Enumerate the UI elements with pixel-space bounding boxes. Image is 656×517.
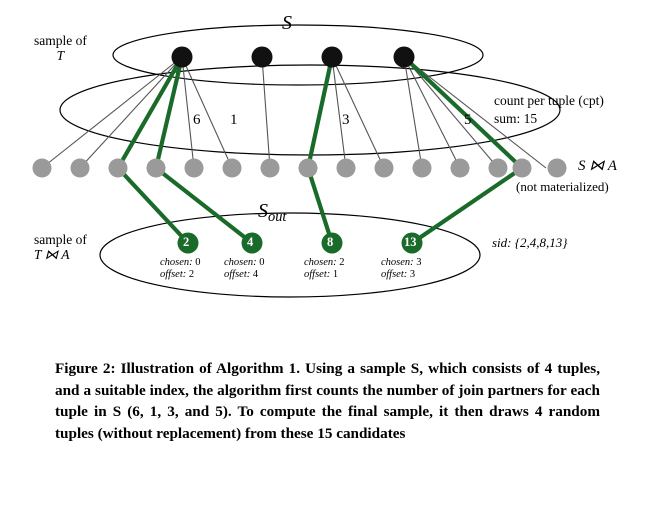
sample-node-3 [322,47,343,68]
result-node-annotation-1: chosen: 0 offset: 2 [160,257,201,280]
sample-node-4 [394,47,415,68]
sample-node-1 [172,47,193,68]
sample-of-ta-line1: sample of [34,232,87,247]
sample-of-ta-line2: T ⋈ A [34,247,70,263]
ellipse-sample-sout [100,213,480,297]
label-join-relation: S ⋈ A [578,158,617,174]
result-node-id-1: 2 [183,235,190,249]
sample-nodes [172,47,415,68]
caption-prefix: Figure 2: [55,360,116,377]
result-node-id-3: 8 [327,235,334,249]
label-sid: sid: {2,4,8,13} [492,235,568,250]
result-node-annotation-4: chosen: 3 offset: 3 [381,257,422,280]
count-label-2: 1 [230,112,238,128]
tuple-nodes-row [33,159,567,178]
count-label-3: 3 [342,112,350,128]
label-count-per-tuple: count per tuple (cpt) [494,93,604,108]
result-nodes [178,233,423,254]
count-label-4: 5 [464,112,472,128]
count-label-1: 6 [193,112,201,128]
figure-caption [55,358,600,444]
result-node-id-2: 4 [247,235,254,249]
result-node-annotation-2: chosen: 0 offset: 4 [224,257,265,280]
label-sample-of-t-join-a [34,232,87,262]
label-sum: sum: 15 [494,111,538,126]
label-title-sout: $S_{out}$ [258,200,287,226]
sample-of-t-line2: T [56,48,65,64]
result-node-id-4: 13 [404,235,417,249]
caption-text: Illustration of Algorithm 1. Using a sample S, which consists of 4 tuples, and a suitable index, the algorithm first counts the number of join partners for each tuple in S (6, 1, 3, and 5). To compute the final sample, it then draws 4 random tuples (without replacement) from these 15 candidates [55,360,601,442]
sample-of-t-line1: sample of [34,33,87,48]
sample-node-2 [252,47,273,68]
label-sample-of-t [34,33,87,63]
label-not-materialized: (not materialized) [516,179,609,194]
result-node-annotation-3: chosen: 2 offset: 1 [304,257,345,280]
label-title-s: S [282,12,292,34]
